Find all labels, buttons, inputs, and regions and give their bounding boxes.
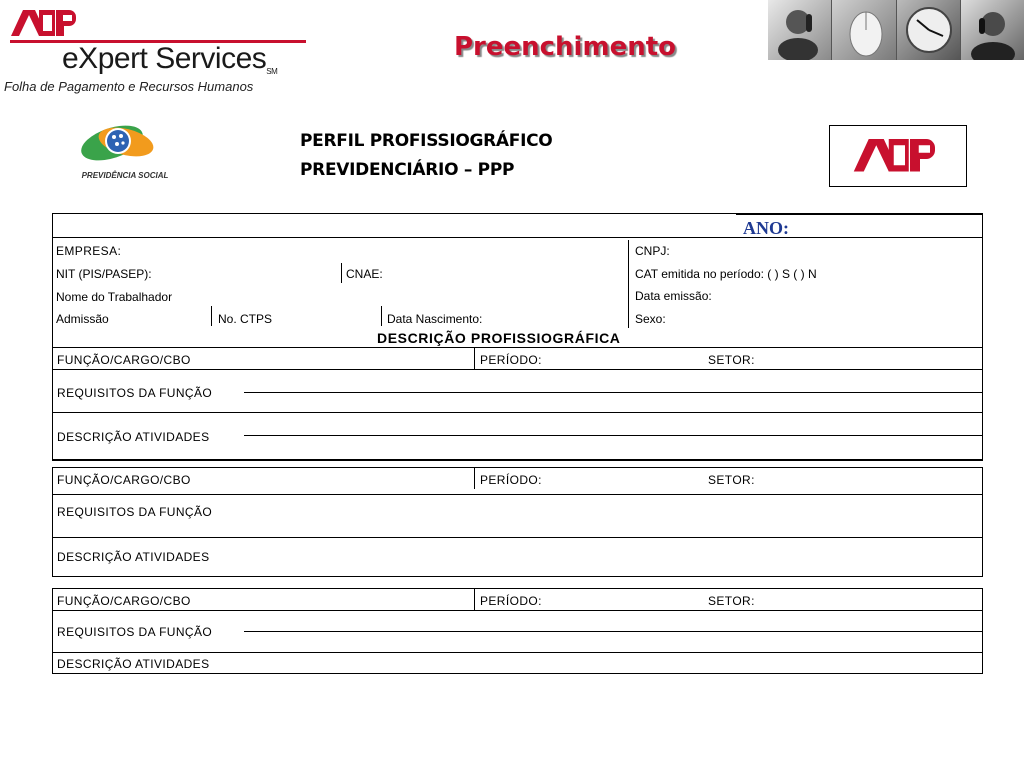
computer-mouse-icon (832, 0, 896, 60)
periodo-label: PERÍODO: (480, 353, 542, 367)
cnpj-label: CNPJ: (635, 244, 670, 258)
block2-left (52, 467, 53, 577)
previdencia-social-label: PREVIDÊNCIA SOCIAL (81, 171, 169, 180)
block1-row (52, 412, 983, 413)
block1-top (52, 347, 983, 348)
adp-logo (8, 6, 80, 40)
document-title-line1: PERFIL PROFISSIOGRÁFICO (300, 131, 553, 151)
ctps-divider (211, 306, 212, 326)
setor-label: SETOR: (708, 473, 755, 487)
woman-on-phone-icon (768, 0, 832, 60)
funcao-label: FUNÇÃO/CARGO/CBO (57, 353, 191, 367)
admissao-label: Admissão (56, 312, 109, 326)
block3-row (52, 610, 983, 611)
data-emissao-label: Data emissão: (635, 289, 712, 303)
cnpj-column-divider (628, 240, 629, 328)
block2-bottom (52, 576, 983, 577)
ctps-label: No. CTPS (218, 312, 273, 326)
block1-row (52, 369, 983, 370)
descricao-fill-line (244, 435, 983, 436)
descricao-label: DESCRIÇÃO ATIVIDADES (57, 550, 210, 564)
block2-right (982, 467, 983, 577)
block3-periodo-divider (474, 588, 475, 610)
block3-top (52, 588, 983, 589)
requisitos-label: REQUISITOS DA FUNÇÃO (57, 386, 213, 400)
block2-periodo-divider (474, 467, 475, 489)
form-row-divider (52, 237, 983, 238)
setor-label: SETOR: (708, 594, 755, 608)
brand-name: eXpert ServicesSM (62, 42, 278, 76)
descricao-label: DESCRIÇÃO ATIVIDADES (57, 657, 210, 671)
block1-bottom (52, 459, 983, 461)
block3-row (52, 652, 983, 653)
sexo-label: Sexo: (635, 312, 666, 326)
nome-trabalhador-label: Nome do Trabalhador (56, 290, 173, 304)
ano-top-border (736, 213, 983, 215)
requisitos-label: REQUISITOS DA FUNÇÃO (57, 505, 213, 519)
adp-logo-box (829, 125, 967, 187)
ppp-form (52, 213, 983, 674)
requisitos-label: REQUISITOS DA FUNÇÃO (57, 625, 213, 639)
descricao-label: DESCRIÇÃO ATIVIDADES (57, 430, 210, 444)
ano-label: ANO: (743, 218, 789, 238)
cnae-label: CNAE: (346, 267, 383, 281)
periodo-label: PERÍODO: (480, 473, 542, 487)
periodo-label: PERÍODO: (480, 594, 542, 608)
empresa-label: EMPRESA: (56, 244, 122, 258)
data-nascimento-label: Data Nascimento: (387, 312, 483, 326)
requisitos-fill-line (244, 631, 983, 632)
clock-icon (897, 0, 961, 60)
setor-label: SETOR: (708, 353, 755, 367)
form-top-border (52, 213, 736, 214)
adp-logo (830, 126, 966, 186)
block1-periodo-divider (474, 347, 475, 369)
cat-label: CAT emitida no período: ( ) S ( ) N (635, 267, 817, 281)
document-title-line2: PREVIDENCIÁRIO – PPP (300, 160, 515, 180)
slide-title: Preenchimento (453, 32, 676, 62)
cnae-divider (341, 263, 342, 283)
block2-row (52, 537, 983, 538)
form-left-border (52, 213, 53, 461)
block3-bottom (52, 673, 983, 674)
block2-top (52, 467, 983, 468)
nit-label: NIT (PIS/PASEP): (56, 267, 152, 281)
man-on-phone-icon (961, 0, 1024, 60)
header-photo-strip (768, 0, 1024, 60)
nascimento-divider (381, 306, 382, 326)
requisitos-fill-line (244, 392, 983, 393)
block3-left (52, 588, 53, 674)
block2-row (52, 494, 983, 495)
funcao-label: FUNÇÃO/CARGO/CBO (57, 594, 191, 608)
brand-tagline: Folha de Pagamento e Recursos Humanos (4, 79, 254, 94)
form-right-border (982, 213, 983, 461)
funcao-label: FUNÇÃO/CARGO/CBO (57, 473, 191, 487)
section-title: DESCRIÇÃO PROFISSIOGRÁFICA (377, 330, 621, 346)
